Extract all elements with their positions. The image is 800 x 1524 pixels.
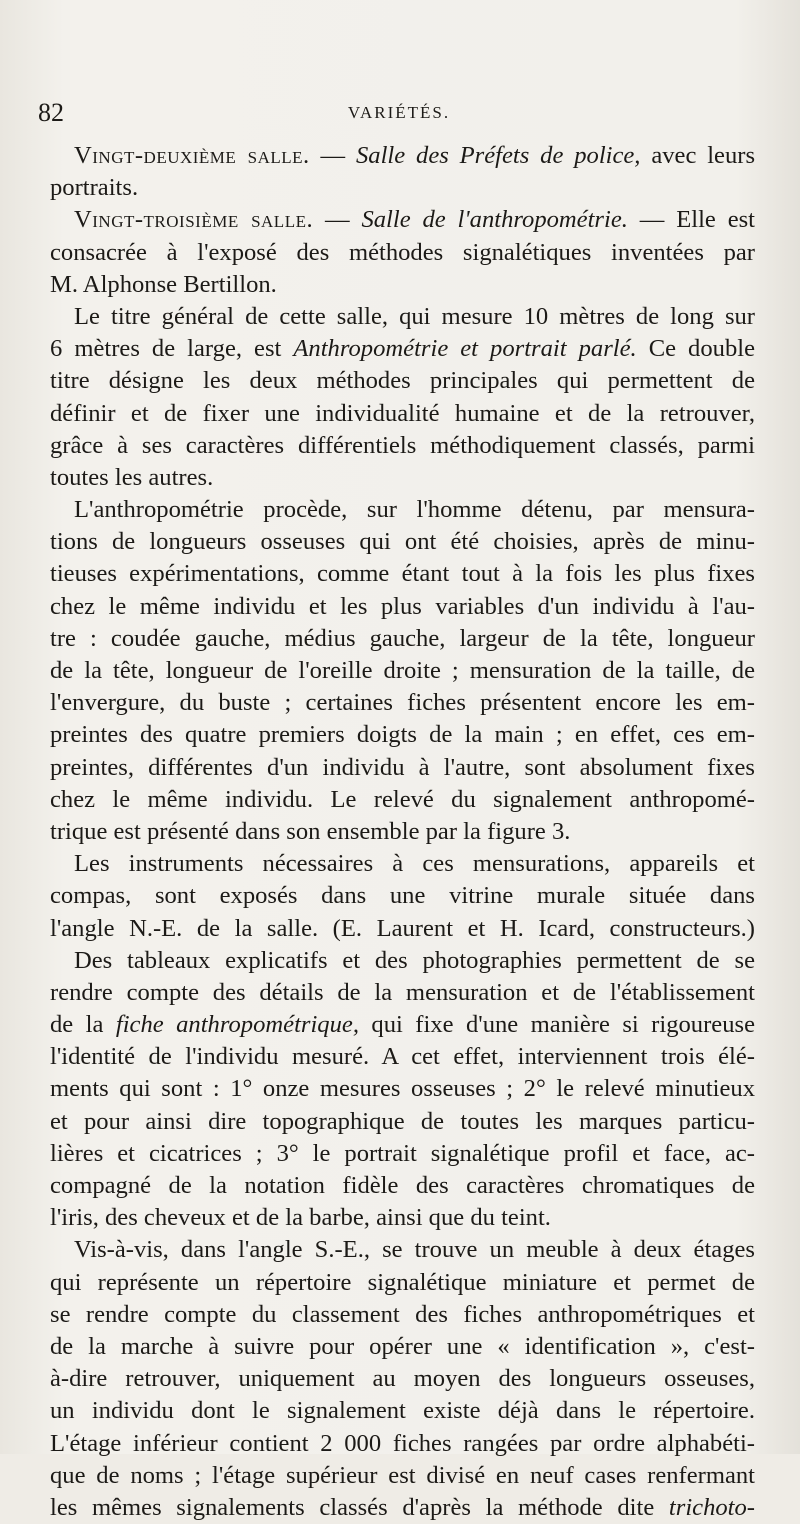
text-run: définir et de fixer une individualité humaine et de la retrouver, xyxy=(50,399,755,427)
text-line xyxy=(50,1138,755,1170)
text-line xyxy=(50,880,755,912)
text-run: tieuses expérimentations, comme étant tout à la fois les plus fixes xyxy=(50,560,755,588)
text-run: trique est présenté dans son ensemble par la figure 3. xyxy=(50,817,571,845)
text-run: rendre compte des détails de la mensuration et de l'établissement xyxy=(50,978,755,1006)
text-line xyxy=(50,784,755,816)
text-line xyxy=(50,913,755,945)
text-line xyxy=(50,719,755,751)
text-line xyxy=(50,1460,755,1492)
text-run: les mêmes signalements classés d'après la méthode dite xyxy=(50,1493,669,1521)
text-run: Les instruments nécessaires à ces mensurations, appareils et xyxy=(74,850,755,878)
text-line xyxy=(50,140,755,172)
text-line xyxy=(50,655,755,687)
text-line xyxy=(50,462,755,494)
text-line xyxy=(50,558,755,590)
text-line xyxy=(50,1202,755,1234)
text-run: et pour ainsi dire topographique de toutes les marques particu- xyxy=(50,1107,755,1135)
text-run: 6 mètres de large, est xyxy=(50,335,294,363)
text-run: de la marche à suivre pour opérer une « identification », c'est- xyxy=(50,1332,755,1360)
text-line xyxy=(50,752,755,784)
text-line xyxy=(50,172,755,204)
text-line xyxy=(50,333,755,365)
text-line xyxy=(50,1234,755,1266)
text-run: portraits. xyxy=(50,174,139,202)
text-run: qui représente un répertoire signalétique miniature et permet de xyxy=(50,1268,755,1296)
text-run: l'iris, des cheveux et de la barbe, ainsi que du teint. xyxy=(50,1204,551,1232)
text-line xyxy=(50,1395,755,1427)
text-run: — Elle est xyxy=(627,206,756,234)
text-run: l'angle N.-E. de la salle. (E. Laurent et H. Icard, constructeurs.) xyxy=(50,914,755,942)
text-run: toutes les autres. xyxy=(50,463,214,491)
text-run: chez le même individu et les plus variables d'un individu à l'au- xyxy=(50,592,755,620)
text-run: lières et cicatrices ; 3° le portrait signalétique profil et face, ac- xyxy=(50,1139,755,1167)
text-run: à-dire retrouver, uniquement au moyen des longueurs osseuses, xyxy=(50,1365,755,1393)
text-line xyxy=(50,945,755,977)
text-line xyxy=(50,1363,755,1395)
text-run: compas, sont exposés dans une vitrine murale située dans xyxy=(50,882,755,910)
text-run: preintes des quatre premiers doigts de la main ; en effet, ces em- xyxy=(50,721,755,749)
text-run: consacrée à l'exposé des méthodes signalétiques inventées par xyxy=(50,238,755,266)
italic-text: Anthropométrie et portrait parlé. xyxy=(293,335,637,363)
text-line xyxy=(50,526,755,558)
text-line xyxy=(50,816,755,848)
text-run: l'envergure, du buste ; certaines fiches présentent encore les em- xyxy=(50,689,755,717)
text-run: tre : coudée gauche, médius gauche, largeur de la tête, longueur xyxy=(50,624,755,652)
italic-text: fiche anthropométrique, xyxy=(115,1011,359,1039)
page-number: 82 xyxy=(38,98,64,127)
text-run: — xyxy=(309,142,356,169)
text-run: se rendre compte du classement des fiches anthropométriques et xyxy=(50,1300,755,1328)
text-run: qui fixe d'une manière si rigoureuse xyxy=(358,1011,755,1039)
text-line xyxy=(50,398,755,430)
text-run: M. Alphonse Bertillon. xyxy=(50,270,277,298)
text-line xyxy=(50,591,755,623)
text-run: grâce à ses caractères différentiels méthodiquement classés, parmi xyxy=(50,431,755,459)
section-label: Vingt-deuxième salle. xyxy=(74,142,310,169)
text-run: Le titre général de cette salle, qui mesure 10 mètres de long sur xyxy=(74,302,755,330)
text-line xyxy=(50,1492,755,1524)
text-run: L'étage inférieur contient 2 000 fiches rangées par ordre alphabéti- xyxy=(50,1429,755,1457)
text-line xyxy=(50,365,755,397)
text-run: compagné de la notation fidèle des caractères chromatiques de xyxy=(50,1172,755,1199)
running-head: VARIÉTÉS. xyxy=(347,103,451,122)
text-run: — xyxy=(313,206,362,234)
text-line xyxy=(50,494,755,526)
text-line xyxy=(50,204,755,236)
text-run: titre désigne les deux méthodes principales qui permettent de xyxy=(50,367,755,395)
text-line xyxy=(50,1073,755,1105)
text-run: Ce double xyxy=(636,335,755,363)
text-run: preintes, différentes d'un individu à l'autre, sont absolument fixes xyxy=(50,753,755,781)
text-line xyxy=(50,1428,755,1460)
text-line xyxy=(50,623,755,655)
text-run: tions de longueurs osseuses qui ont été choisies, après de minu- xyxy=(50,528,755,556)
text-run: un individu dont le signalement existe déjà dans le répertoire. xyxy=(50,1397,755,1425)
text-run: ments qui sont : 1° onze mesures osseuses ; 2° le relevé minutieux xyxy=(50,1075,755,1103)
text-line xyxy=(50,1267,755,1299)
text-line xyxy=(50,1331,755,1363)
section-label: Vingt-troisième salle. xyxy=(74,206,314,234)
text-line xyxy=(50,1041,755,1073)
text-line xyxy=(50,1009,755,1041)
text-line xyxy=(50,687,755,719)
text-line xyxy=(50,977,755,1009)
text-line xyxy=(50,269,755,301)
text-line xyxy=(50,430,755,462)
text-line xyxy=(50,1170,755,1202)
text-run: Des tableaux explicatifs et des photographies permettent de se xyxy=(74,946,755,974)
text-run: avec leurs xyxy=(640,142,756,169)
text-run: de la tête, longueur de l'oreille droite ; mensuration de la taille, de xyxy=(50,657,755,684)
italic-text: Salle des Préfets de police, xyxy=(356,142,641,169)
text-run: que de noms ; l'étage supérieur est divisé en neuf cases renfermant xyxy=(50,1461,755,1489)
italic-text: Salle de l'anthropométrie. xyxy=(361,206,628,234)
text-run: chez le même individu. Le relevé du signalement anthropomé- xyxy=(50,785,755,813)
text-line xyxy=(50,1299,755,1331)
text-run: de la xyxy=(50,1011,116,1039)
text-line xyxy=(50,1106,755,1138)
text-line xyxy=(50,848,755,880)
text-line xyxy=(50,301,755,333)
text-run: Vis-à-vis, dans l'angle S.-E., se trouve un meuble à deux étages xyxy=(74,1236,755,1264)
text-line xyxy=(50,237,755,269)
italic-text: trichoto- xyxy=(668,1493,755,1521)
text-run: l'identité de l'individu mesuré. A cet effet, interviennent trois élé- xyxy=(50,1043,755,1071)
page-header xyxy=(38,96,760,130)
body-text xyxy=(50,140,755,1524)
text-run: L'anthropométrie procède, sur l'homme détenu, par mensura- xyxy=(74,496,755,524)
